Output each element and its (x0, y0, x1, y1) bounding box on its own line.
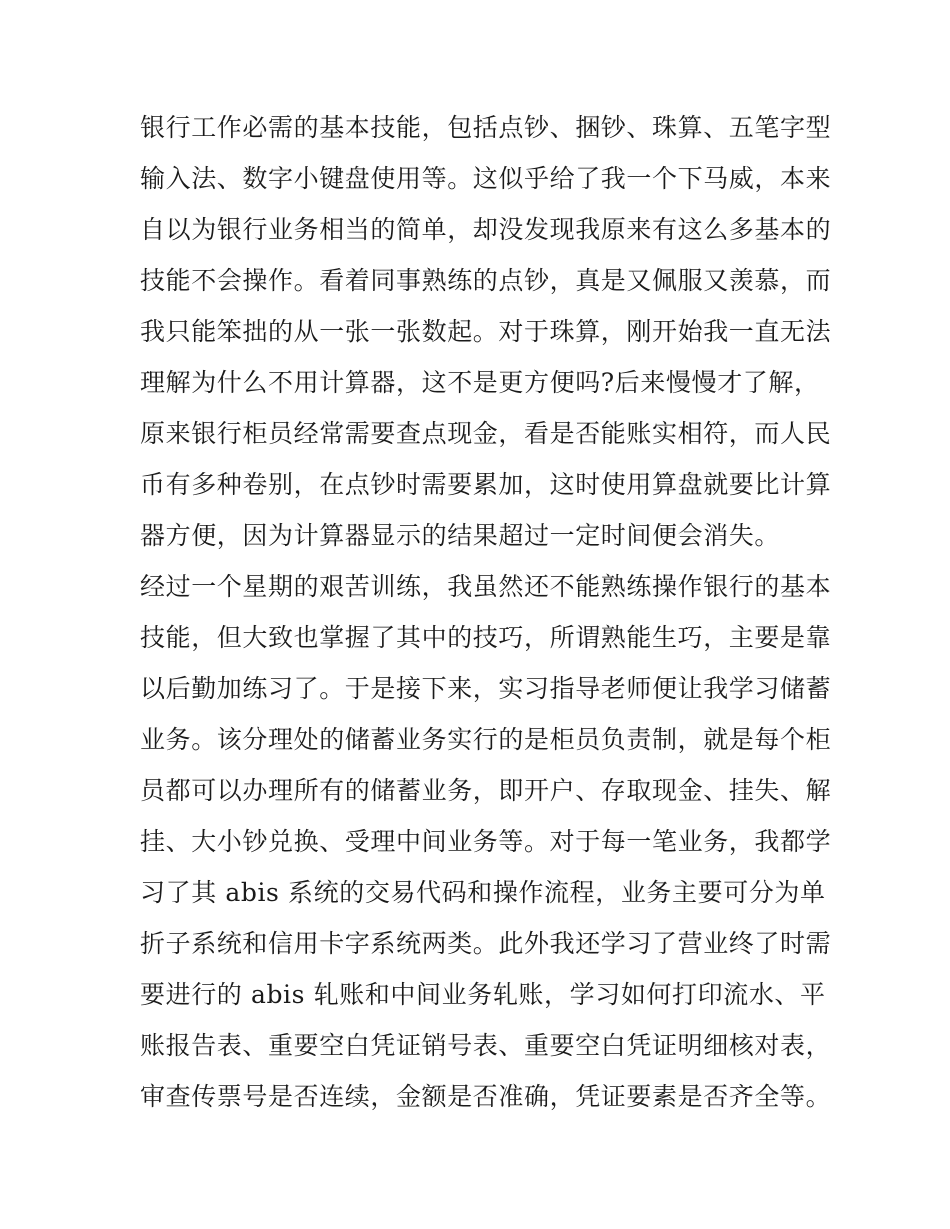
body-text (140, 102, 830, 1122)
text-line: 理解为什么不用计算器，这不是更方便吗?后来慢慢才了解， (140, 368, 820, 397)
text-line: 经过一个星期的艰苦训练，我虽然还不能熟练操作银行的基本 (140, 572, 832, 601)
text-line: 技能不会操作。看着同事熟练的点钞，真是又佩服又羡慕，而 (140, 266, 832, 295)
text-line: 审查传票号是否连续，金额是否准确，凭证要素是否齐全等。 (140, 1082, 832, 1111)
text-line: 折子系统和信用卡字系统两类。此外我还学习了营业终了时需 (140, 929, 832, 958)
text-line: 技能，但大致也掌握了其中的技巧，所谓熟能生巧，主要是靠 (140, 623, 832, 652)
text-line: 习了其 abis 系统的交易代码和操作流程，业务主要可分为单 (140, 878, 826, 907)
text-line: 原来银行柜员经常需要查点现金，看是否能账实相符，而人民 (140, 419, 832, 448)
text-line: 账报告表、重要空白凭证销号表、重要空白凭证明细核对表， (140, 1031, 832, 1060)
text-line: 器方便，因为计算器显示的结果超过一定时间便会消失。 (140, 521, 781, 550)
text-line: 银行工作必需的基本技能，包括点钞、捆钞、珠算、五笔字型 (140, 113, 832, 142)
text-line: 要进行的 abis 轧账和中间业务轧账，学习如何打印流水、平 (140, 980, 826, 1009)
text-line: 我只能笨拙的从一张一张数起。对于珠算，刚开始我一直无法 (140, 317, 832, 346)
text-line: 币有多种卷别，在点钞时需要累加，这时使用算盘就要比计算 (140, 470, 832, 499)
text-line: 业务。该分理处的储蓄业务实行的是柜员负责制，就是每个柜 (140, 725, 832, 754)
text-line: 员都可以办理所有的储蓄业务，即开户、存取现金、挂失、解 (140, 776, 832, 805)
text-line: 自以为银行业务相当的简单，却没发现我原来有这么多基本的 (140, 215, 832, 244)
text-line: 输入法、数字小键盘使用等。这似乎给了我一个下马威，本来 (140, 164, 832, 193)
text-line: 挂、大小钞兑换、受理中间业务等。对于每一笔业务，我都学 (140, 827, 832, 856)
text-line: 以后勤加练习了。于是接下来，实习指导老师便让我学习储蓄 (140, 674, 832, 703)
